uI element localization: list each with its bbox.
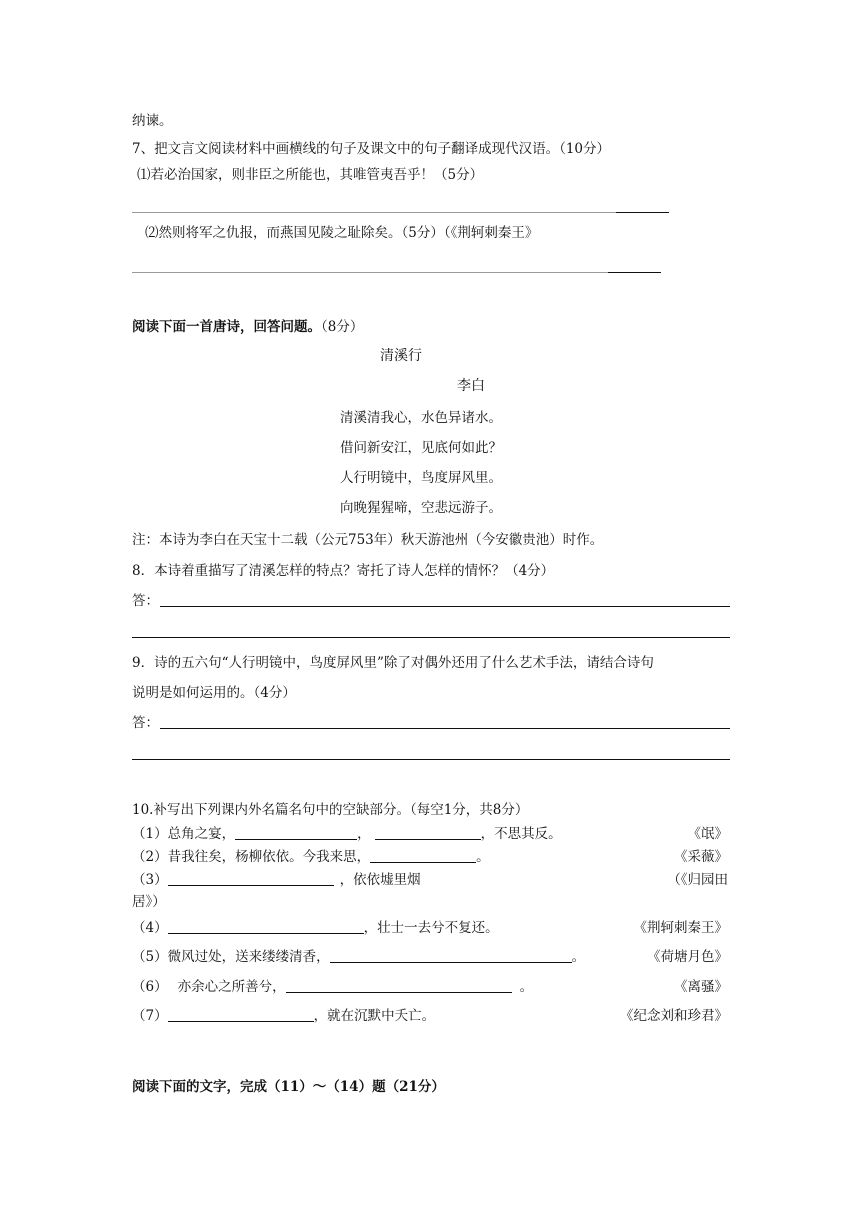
q10-item-3-text-a: （3） [132,872,168,888]
q10-item-4-source: 《荆轲刺秦王》 [633,920,728,936]
q10-item-3-text-b: ，依依墟里烟 [339,872,421,888]
poem-section-heading [132,318,363,336]
q10-item-2-text-b: 。 [476,849,490,865]
q10-item-3-source-cont: 居》） [132,894,166,910]
q10-item-4-blank-1[interactable] [168,919,364,934]
q7-stem: 7、把文言文阅读材料中画横线的句子及课文中的句子翻译成现代汉语。（10分） [132,141,611,157]
q9-answer-line-2[interactable] [132,759,730,760]
q10-item-2-blank-1[interactable] [370,848,476,863]
q7-answer-line-1-end [616,212,669,213]
q10-item-4-text-a: （4） [132,920,168,936]
q9-answer-line-1[interactable] [160,728,730,729]
q10-stem: 10.补写出下列课内外名篇名句中的空缺部分。（每空1分，共8分） [132,802,529,818]
q10-item-4-text-b: ，壮士一去兮不复还。 [363,920,499,936]
q10-item-5 [132,948,585,966]
poem-line-3: 人行明镜中，鸟度屏风里。 [340,470,502,486]
q10-item-7-text-b: ，就在沉默中夭亡。 [313,1008,436,1024]
q10-item-7-text-a: （7） [132,1008,168,1024]
q10-item-5-text-b: 。 [571,949,586,965]
poem-author: 李白 [457,378,485,394]
q10-item-6-text-c: 。 [519,979,534,995]
poem-heading-points: （8分） [321,319,364,335]
q10-item-1 [132,825,562,843]
q7-sentence-2: ⑵然则将军之仇报，而燕国见陵之耻除矣。（5分）（《荆轲刺秦王》 [145,225,539,241]
q10-item-7-source: 《纪念刘和珍君》 [620,1008,728,1024]
q7-answer-line-2-end [608,272,661,273]
poem-title: 清溪行 [380,348,422,364]
q7-answer-line-2[interactable] [132,272,608,273]
q10-item-2 [132,848,490,866]
q10-item-6-source: 《离骚》 [674,979,728,995]
poem-note: 注：本诗为李白在天宝十二载（公元753年）秋天游池州（今安徽贵池）时作。 [132,532,604,548]
q7-answer-line-1[interactable] [132,212,616,213]
q8-stem: 8．本诗着重描写了清溪怎样的特点？寄托了诗人怎样的情怀？（4分） [132,563,555,579]
q10-item-4 [132,919,499,937]
poem-line-4: 向晚猩猩啼，空悲远游子。 [340,500,502,516]
q8-answer-label: 答： [132,593,159,609]
q10-item-5-blank-1[interactable] [330,948,572,963]
poem-line-2: 借问新安江，见底何如此？ [340,440,502,456]
q8-answer-line-1[interactable] [160,606,730,607]
q10-item-6-blank-1[interactable] [286,978,512,993]
poem-heading-text: 阅读下面一首唐诗，回答问题。 [132,319,321,335]
q10-item-7 [132,1007,435,1025]
q10-item-1-text-b: ， [357,826,371,842]
q10-item-3 [132,871,421,889]
q10-item-5-text-a: （5）微风过处，送来缕缕清香， [132,949,330,965]
q10-item-1-blank-2[interactable] [375,825,481,840]
q10-item-1-text-a: （1）总角之宴， [132,826,236,842]
q10-item-5-source: 《荷塘月色》 [647,949,728,965]
q10-item-1-source: 《氓》 [687,826,728,842]
q10-item-1-blank-1[interactable] [235,825,357,840]
q10-item-3-source: （《归园田 [667,872,728,888]
q9-stem-line-1: 9．诗的五六句“人行明镜中，鸟度屏风里”除了对偶外还用了什么艺术手法，请结合诗句 [132,655,654,671]
q10-item-6-text-a: （6） [132,979,168,995]
q10-item-6 [132,978,533,996]
q8-answer-line-2[interactable] [132,637,730,638]
q7-sentence-1: ⑴若必治国家，则非臣之所能也，其唯管夷吾乎！（5分） [137,167,484,183]
poem-line-1: 清溪清我心，水色异诸水。 [340,410,502,426]
q10-item-2-text-a: （2）昔我往矣，杨柳依依。今我来思， [132,849,371,865]
q10-item-6-text-b: 亦余心之所善兮， [177,979,286,995]
intro-text: 纳谏。 [132,113,173,129]
q10-item-1-text-c: ，不思其反。 [480,826,562,842]
q9-stem-line-2: 说明是如何运用的。（4分） [132,685,296,701]
q9-answer-label: 答： [132,715,159,731]
q10-item-2-source: 《采薇》 [674,849,728,865]
q10-item-3-blank-1[interactable] [168,871,334,886]
q10-item-7-blank-1[interactable] [168,1007,314,1022]
final-section-heading: 阅读下面的文字，完成（11）～（14）题（21分） [132,1079,445,1095]
